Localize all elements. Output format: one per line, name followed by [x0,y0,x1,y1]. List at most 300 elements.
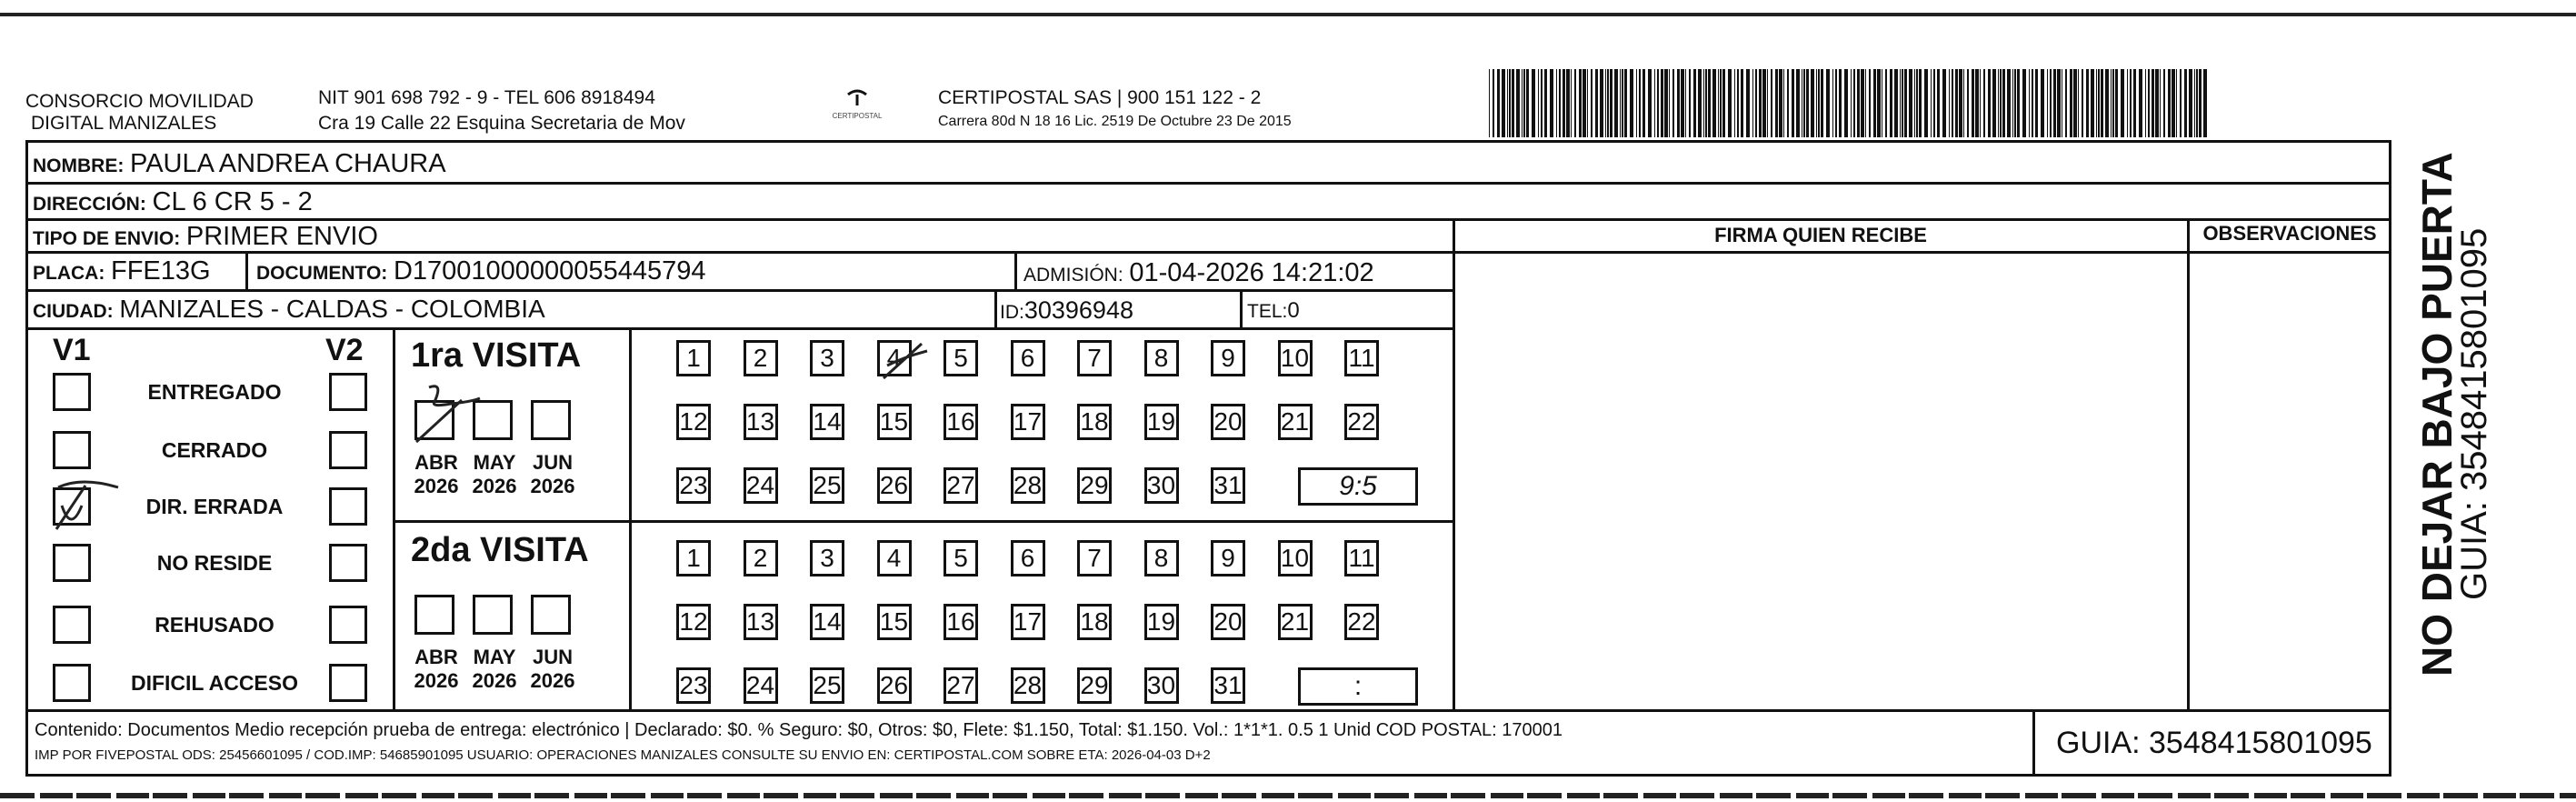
barcode-bar [1983,69,1985,137]
barcode-bar [1816,69,1817,137]
barcode-bar [2073,69,2077,137]
barcode-bar [1975,69,1979,137]
barcode-bar [2029,69,2030,137]
barcode-bar [1672,69,1674,137]
barcode-bar [1579,69,1582,137]
day-box-29[interactable]: 29 [1077,467,1112,504]
day-box-18[interactable]: 18 [1077,404,1112,440]
barcode-bar [1624,69,1627,137]
day-box-2[interactable]: 2 [744,540,778,576]
barcode-bar [1574,69,1576,137]
barcode-bar [1583,69,1586,137]
documento-field [256,256,705,286]
barcode-bar [1497,69,1500,137]
v2-checkbox[interactable] [329,487,367,526]
address-line: Cra 19 Calle 22 Esquina Secretaria de Mov [318,113,685,134]
month-year: 2026 [414,475,459,497]
status-option-label: DIR. ERRADA [145,495,284,518]
day-box-4[interactable]: 4 [877,540,912,576]
barcode-bar [1963,69,1964,137]
barcode-bar [2082,69,2083,137]
nombre-value: PAULA ANDREA CHAURA [130,149,446,178]
barcode-bar [1933,69,1935,137]
barcode-bar [1818,69,1820,137]
sep-ciudad [994,289,997,327]
v1-label: V1 [53,333,91,367]
barcode-bar [2160,69,2161,137]
footer-guia: GUIA: 3548415801095 [2056,726,2372,760]
month-name: ABR [414,451,458,474]
month-year: 2026 [472,669,517,692]
barcode [1489,69,2216,137]
barcode-bar [1916,69,1918,137]
barcode-bar [1865,69,1866,137]
sep-status [393,327,395,709]
footer-line [25,709,2391,712]
day-box-19[interactable]: 19 [1144,604,1179,640]
barcode-bar [1955,69,1958,137]
day-box-3[interactable]: 3 [810,540,844,576]
barcode-bar [2133,69,2136,137]
carrier-logo [816,87,898,120]
day-box-6[interactable]: 6 [1011,540,1045,576]
barcode-bar [2070,69,2072,137]
barcode-bar [1796,69,1800,137]
month-name: MAY [473,451,516,474]
day-box-6[interactable]: 6 [1011,340,1045,376]
barcode-bar [1737,69,1739,137]
barcode-bar [1595,69,1598,137]
tel-value: 0 [1287,298,1300,323]
barcode-bar [2078,69,2079,137]
month-checkbox[interactable] [473,595,513,635]
month-mark-abr [407,382,489,446]
day-box-9[interactable]: 9 [1211,540,1245,576]
day-box-27[interactable]: 27 [944,667,978,704]
barcode-bar [1493,69,1494,137]
month-label [469,451,520,498]
status-option-label: REHUSADO [155,613,275,637]
day-box-11[interactable]: 11 [1344,340,1379,376]
placa-field [33,256,211,286]
v2-checkbox[interactable] [329,544,367,582]
barcode-bar [1861,69,1864,137]
status-option-label: DIFICIL ACCESO [130,671,298,695]
day-box-24[interactable]: 24 [744,467,778,504]
barcode-bar [1894,69,1898,137]
barcode-bar [1779,69,1782,137]
day-box-22[interactable]: 22 [1344,404,1379,440]
day-box-8[interactable]: 8 [1144,540,1179,576]
barcode-bar [1811,69,1814,137]
day-box-10[interactable]: 10 [1278,540,1313,576]
v1-checkbox[interactable] [53,431,91,469]
barcode-bar [1523,69,1525,137]
day-box-16[interactable]: 16 [944,404,978,440]
imp-line: IMP POR FIVEPOSTAL ODS: 25456601095 / COD.IMP: 54685901095 USUARIO: OPERACIONES MANIZALES CONSULTE SU ENVIO EN: CERTIPOSTAL.COM SOBRE ETA: 2026-04-03 D+2 [35,747,1211,763]
barcode-bar [1937,69,1940,137]
barcode-bar [1664,69,1668,137]
placa-label: PLACA: [33,263,105,284]
day-box-12[interactable]: 12 [676,604,711,640]
company-line-1: CONSORCIO MOVILIDAD [25,91,254,112]
day-box-13[interactable]: 13 [744,604,778,640]
day-mark-4 [878,338,933,384]
barcode-bar [1728,69,1732,137]
day-box-11[interactable]: 11 [1344,540,1379,576]
day-box-21[interactable]: 21 [1278,604,1313,640]
barcode-bar [2121,69,2124,137]
barcode-bar [1980,69,1981,137]
barcode-bar [1783,69,1784,137]
v2-checkbox[interactable] [329,431,367,469]
month-label [411,451,462,498]
barcode-bar [2007,69,2011,137]
day-box-22[interactable]: 22 [1344,604,1379,640]
day-box-25[interactable]: 25 [810,467,844,504]
barcode-bar [2000,69,2002,137]
sep-observaciones [2187,218,2190,709]
barcode-bar [1873,69,1876,137]
day-box-14[interactable]: 14 [810,404,844,440]
day-box-5[interactable]: 5 [944,340,978,376]
barcode-bar [1489,69,1490,137]
barcode-bar [2196,69,2198,137]
barcode-bar [1648,69,1652,137]
barcode-bar [1654,69,1655,137]
barcode-bar [2145,69,2146,137]
direccion-value: CL 6 CR 5 - 2 [152,187,313,216]
day-box-13[interactable]: 13 [744,404,778,440]
status-option-label: ENTREGADO [147,380,282,404]
carrier-line: CERTIPOSTAL SAS | 900 151 122 - 2 [938,87,1262,108]
barcode-bar [2194,69,2195,137]
documento-label: DOCUMENTO: [256,263,388,284]
barcode-bar [1821,69,1823,137]
barcode-bar [1924,69,1928,137]
day-box-4[interactable]: 4 [877,340,912,376]
day-box-24[interactable]: 24 [744,667,778,704]
v2-checkbox[interactable] [329,373,367,411]
day-box-15[interactable]: 15 [877,604,912,640]
frame-bottom [25,774,2391,777]
barcode-bar [2184,69,2187,137]
tel-field [1247,298,1300,324]
day-box-1[interactable]: 1 [676,340,711,376]
v1-checkbox[interactable] [53,373,91,411]
barcode-bar [1767,69,1768,137]
barcode-bar [1661,69,1663,137]
day-box-23[interactable]: 23 [676,467,711,504]
day-box-30[interactable]: 30 [1144,667,1179,704]
day-box-30[interactable]: 30 [1144,467,1179,504]
barcode-bar [2035,69,2038,137]
barcode-bar [1759,69,1762,137]
barcode-bar [2032,69,2033,137]
barcode-bar [1877,69,1881,137]
barcode-bar [2112,69,2114,137]
day-box-16[interactable]: 16 [944,604,978,640]
barcode-bar [1620,69,1621,137]
day-box-21[interactable]: 21 [1278,404,1313,440]
v2-label: V2 [325,333,364,367]
month-label [527,451,578,498]
status-option-label: CERRADO [161,438,268,462]
barcode-bar [1622,69,1623,137]
documento-value: D17001000000055445794 [393,256,706,286]
barcode-bar [1538,69,1539,137]
barcode-bar [2172,69,2175,137]
barcode-bar [2053,69,2056,137]
day-box-28[interactable]: 28 [1011,667,1045,704]
month-label [411,646,462,693]
barcode-bar [2199,69,2202,137]
barcode-bar [1600,69,1603,137]
bottom-border [0,793,2576,798]
barcode-bar [2155,69,2159,137]
month-label [469,646,520,693]
barcode-bar [1556,69,1557,137]
barcode-bar [1689,69,1691,137]
barcode-bar [1775,69,1778,137]
barcode-bar [1544,69,1547,137]
second-visit-time[interactable]: : [1298,667,1418,706]
top-border [0,13,2576,16]
barcode-bar [1614,69,1618,137]
barcode-bar [2086,69,2089,137]
company-line-2: DIGITAL MANIZALES [31,113,217,134]
barcode-bar [1566,69,1570,137]
barcode-bar [2105,69,2109,137]
day-box-28[interactable]: 28 [1011,467,1045,504]
firma-header-line [1453,251,2391,254]
month-year: 2026 [472,475,517,497]
company-info [318,87,685,135]
admision-label: ADMISIÓN: [1023,265,1123,286]
month-label [527,646,578,693]
logo-text: CERTIPOSTAL [832,112,883,120]
barcode-bar [1681,69,1684,137]
day-box-1[interactable]: 1 [676,540,711,576]
barcode-bar [1526,69,1529,137]
ciudad-field [33,295,545,324]
barcode-bar [1832,69,1833,137]
barcode-bar [2091,69,2094,137]
barcode-bar [2057,69,2061,137]
id-label: ID: [1000,302,1024,323]
day-box-23[interactable]: 23 [676,667,711,704]
barcode-bar [1605,69,1606,137]
barcode-bar [1559,69,1561,137]
day-box-9[interactable]: 9 [1211,340,1245,376]
barcode-bar [1890,69,1892,137]
day-box-3[interactable]: 3 [810,340,844,376]
barcode-bar [2014,69,2016,137]
barcode-bar [2189,69,2192,137]
carrier-info [938,87,1292,131]
month-name: ABR [414,646,458,668]
signature-area[interactable] [1458,256,2185,706]
day-box-19[interactable]: 19 [1144,404,1179,440]
barcode-bar [1746,69,1750,137]
ciudad-label: CIUDAD: [33,301,114,322]
id-value: 30396948 [1023,296,1133,324]
barcode-bar [1734,69,1735,137]
day-box-12[interactable]: 12 [676,404,711,440]
barcode-bar [2050,69,2052,137]
observaciones-label: OBSERVACIONES [2202,222,2377,245]
barcode-bar [1900,69,1901,137]
v1-checkbox[interactable] [53,664,91,702]
barcode-bar [1851,69,1852,137]
second-visit-label: 2da VISITA [411,531,589,569]
barcode-bar [1992,69,1996,137]
barcode-bar [1587,69,1588,137]
barcode-bar [1502,69,1505,137]
firma-label: FIRMA QUIEN RECIBE [1714,224,1927,246]
barcode-bar [2002,69,2005,137]
barcode-bar [2163,69,2165,137]
barcode-bar [1806,69,1809,137]
month-checkbox[interactable] [531,400,571,440]
barcode-bar [1541,69,1543,137]
barcode-bar [1826,69,1830,137]
sep-documento [1014,251,1017,289]
barcode-bar [2152,69,2154,137]
barcode-bar [2115,69,2118,137]
barcode-bar [1685,69,1686,137]
day-box-17[interactable]: 17 [1011,404,1045,440]
barcode-bar [1698,69,1702,137]
barcode-bar [1703,69,1704,137]
barcode-bar [1512,69,1514,137]
barcode-bar [2012,69,2013,137]
sep-visits [393,520,1454,523]
barcode-bar [2130,69,2132,137]
day-box-31[interactable]: 31 [1211,667,1245,704]
barcode-bar [1669,69,1670,137]
barcode-bar [1677,69,1680,137]
barcode-bar [1630,69,1633,137]
day-box-17[interactable]: 17 [1011,604,1045,640]
barcode-bar [1844,69,1848,137]
admision-field [1023,258,1374,288]
day-box-18[interactable]: 18 [1077,604,1112,640]
barcode-bar [1642,69,1645,137]
barcode-bar [1591,69,1593,137]
contenido-line: Contenido: Documentos Medio recepción prueba de entrega: electrónico | Declarado: $0. % Seguro: $0, Otros: $0, Flete: $1.150, Total: $1.150. Vol.: 1*1*1. 0.5 1 Unid COD POSTAL: 170001 [35,720,1563,740]
row-line-1 [25,182,2391,185]
barcode-bar [1959,69,1962,137]
sep-firma [1453,218,1455,709]
barcode-bar [1952,69,1953,137]
month-name: JUN [532,646,573,668]
day-box-29[interactable]: 29 [1077,667,1112,704]
barcode-bar [2180,69,2182,137]
barcode-bar [1532,69,1535,137]
barcode-bar [1705,69,1707,137]
v2-checkbox[interactable] [329,664,367,702]
barcode-bar [1509,69,1511,137]
day-box-26[interactable]: 26 [877,667,912,704]
sep-guia [2032,709,2035,775]
barcode-bar [2148,69,2150,137]
barcode-bar [1839,69,1842,137]
barcode-bar [1919,69,1922,137]
day-box-7[interactable]: 7 [1077,540,1112,576]
first-visit-time[interactable]: 9:5 [1298,467,1418,506]
barcode-bar [1571,69,1572,137]
month-name: JUN [532,451,573,474]
v2-checkbox[interactable] [329,606,367,644]
day-box-5[interactable]: 5 [944,540,978,576]
barcode-bar [1942,69,1946,137]
placa-value: FFE13G [111,256,211,286]
day-box-20[interactable]: 20 [1211,604,1245,640]
barcode-bar [2098,69,2100,137]
row-line-5 [25,327,1454,330]
row-line-2 [25,218,2391,221]
month-name: MAY [473,646,516,668]
month-checkbox[interactable] [414,595,454,635]
day-box-25[interactable]: 25 [810,667,844,704]
barcode-bar [1755,69,1757,137]
barcode-bar [2047,69,2048,137]
carrier-address: Carrera 80d N 18 16 Lic. 2519 De Octubre 23 De 2015 [938,114,1292,129]
direccion-label: DIRECCIÓN: [33,194,146,215]
day-box-26[interactable]: 26 [877,467,912,504]
barcode-bar [2022,69,2026,137]
nombre-field [33,149,446,179]
sep-months [629,327,632,709]
day-box-15[interactable]: 15 [877,404,912,440]
barcode-bar [1771,69,1772,137]
side-guia: GUIA: 3548415801095 [2454,227,2494,600]
barcode-bar [1998,69,1999,137]
barcode-bar [1869,69,1871,137]
barcode-bar [2176,69,2177,137]
barcode-bar [1639,69,1641,137]
tipo-field [33,222,378,252]
day-box-2[interactable]: 2 [744,340,778,376]
day-box-10[interactable]: 10 [1278,340,1313,376]
day-box-14[interactable]: 14 [810,604,844,640]
barcode-bar [1949,69,1950,137]
day-box-20[interactable]: 20 [1211,404,1245,440]
day-box-27[interactable]: 27 [944,467,978,504]
barcode-bar [1607,69,1609,137]
v1-mark-dir-errada [45,478,136,533]
barcode-bar [1516,69,1520,137]
v1-checkbox[interactable] [53,606,91,644]
barcode-bar [2203,69,2207,137]
month-checkbox[interactable] [531,595,571,635]
barcode-bar [1718,69,1719,137]
barcode-bar [1853,69,1855,137]
v1-checkbox[interactable] [53,544,91,582]
barcode-bar [1972,69,1974,137]
nit-line: NIT 901 698 792 - 9 - TEL 606 8918494 [318,87,655,108]
barcode-bar [1741,69,1743,137]
barcode-bar [1752,69,1753,137]
month-year: 2026 [530,475,575,497]
observaciones-area[interactable] [2192,256,2387,706]
day-box-7[interactable]: 7 [1077,340,1112,376]
barcode-bar [1708,69,1711,137]
day-box-8[interactable]: 8 [1144,340,1179,376]
day-box-31[interactable]: 31 [1211,467,1245,504]
frame-top [25,140,2391,143]
